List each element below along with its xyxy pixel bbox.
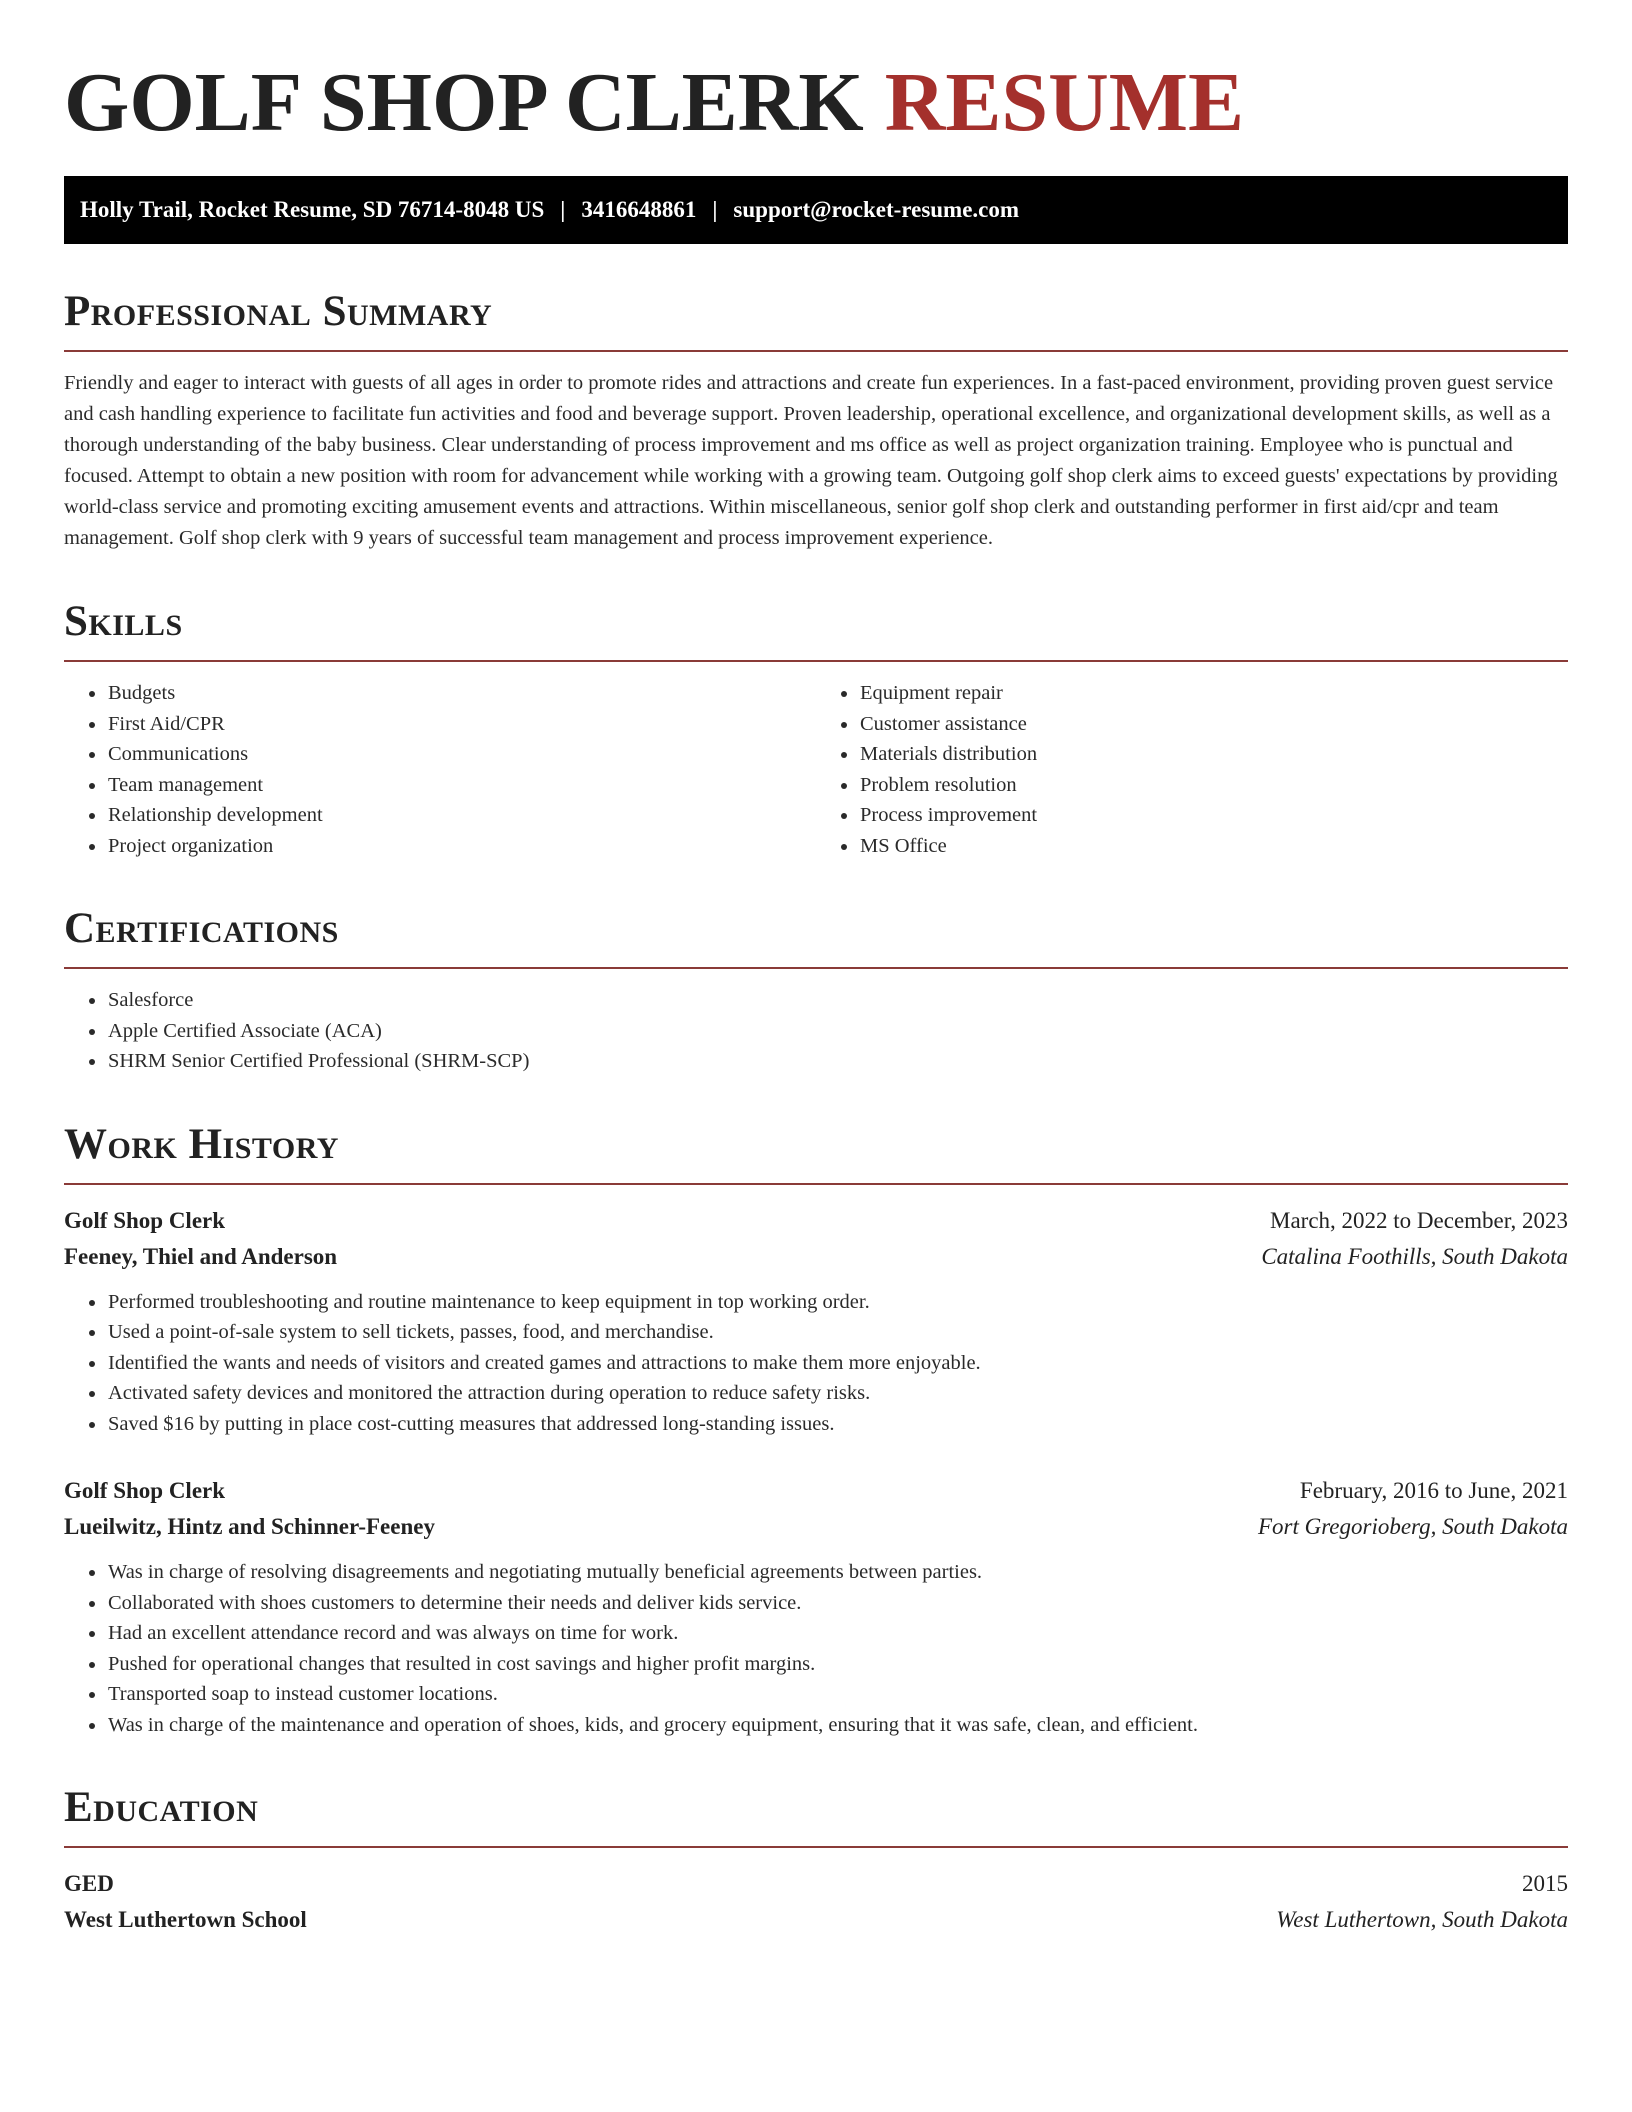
- section-divider: [64, 350, 1568, 352]
- section-divider: [64, 1183, 1568, 1185]
- skill-item: • Problem resolution: [859, 770, 1568, 801]
- resume-title: [64, 50, 1568, 156]
- job-duties-list: [64, 1557, 1568, 1740]
- certification-item: • SHRM Senior Certified Professional (SHRM-SCP): [107, 1046, 1568, 1077]
- section-divider: [64, 967, 1568, 969]
- skills-list-left: [64, 678, 816, 861]
- certifications-section: [64, 903, 1568, 1077]
- job-location: Catalina Foothills, South Dakota: [1261, 1243, 1568, 1269]
- certification-item: • Apple Certified Associate (ACA): [107, 1016, 1568, 1047]
- contact-separator: |: [712, 197, 718, 222]
- section-heading-summary: Professional Summary: [64, 288, 493, 335]
- job-company: Lueilwitz, Hintz and Schinner-Feeney: [64, 1514, 435, 1539]
- job-duty: • Pushed for operational changes that resulted in cost savings and higher profit margins.: [107, 1649, 1568, 1680]
- certifications-list: [64, 985, 1568, 1077]
- education-school-row: [64, 1902, 1568, 1938]
- contact-separator: |: [560, 197, 566, 222]
- job-duty: • Performed troubleshooting and routine maintenance to keep equipment in top working order.: [107, 1287, 1568, 1318]
- skill-item: • Materials distribution: [859, 739, 1568, 770]
- title-main: GOLF SHOP CLERK: [64, 56, 864, 149]
- certification-item: • Salesforce: [107, 985, 1568, 1016]
- education-entry: [64, 1866, 1568, 1938]
- work-history-section: [64, 1119, 1568, 1741]
- section-heading-work: Work History: [64, 1120, 339, 1168]
- job-location: Fort Gregorioberg, South Dakota: [1257, 1514, 1568, 1539]
- skill-item: • MS Office: [859, 831, 1568, 862]
- title-accent: RESUME: [884, 56, 1245, 149]
- job-duty: • Was in charge of the maintenance and operation of shoes, kids, and grocery equipment, ensuring that it was safe, clean, and efficient.: [107, 1710, 1568, 1741]
- job-title: Golf Shop Clerk: [64, 1478, 226, 1503]
- job-duty: • Collaborated with shoes customers to determine their needs and deliver kids service.: [107, 1588, 1568, 1619]
- summary-text: Friendly and eager to interact with guests of all ages in order to promote rides and attractions and create fun experiences. In a fast-paced environment, providing proven guest service and cash handling experience to facilitate fun activities and food and beverage support. Proven leadership, operational excellence, and organizational development skills, as well as a thorough understanding of the baby business. Clear understanding of process improvement and ms office as well as project organization training. Employee who is punctual and focused. Attempt to obtain a new position with room for advancement while working with a growing team. Outgoing golf shop clerk aims to exceed guests' expectations by providing world-class service and promoting exciting amusement events and attractions. Within miscellaneous, senior golf shop clerk and outstanding performer in first aid/cpr and team management. Golf shop clerk with 9 years of successful team management and process improvement experience.: [64, 372, 1558, 549]
- job-dates: March, 2022 to December, 2023: [1270, 1207, 1568, 1233]
- education-header-row: [64, 1866, 1568, 1902]
- job-company-row: [64, 1239, 1568, 1275]
- skill-item: • Team management: [107, 770, 816, 801]
- job-duty: • Saved $16 by putting in place cost-cutting measures that addressed long-standing issues.: [107, 1409, 1568, 1440]
- job-entry: [64, 1203, 1568, 1440]
- job-duty: • Had an excellent attendance record and was always on time for work.: [107, 1618, 1568, 1649]
- section-heading-certifications: Certifications: [64, 905, 339, 952]
- job-duty: • Activated safety devices and monitored the attraction during operation to reduce safety risks.: [107, 1378, 1568, 1409]
- job-title: Golf Shop Clerk: [64, 1207, 226, 1233]
- summary-section: [64, 286, 1568, 554]
- section-divider: [64, 660, 1568, 662]
- skill-item: • Project organization: [107, 831, 816, 862]
- skill-item: • Process improvement: [859, 800, 1568, 831]
- skill-item: • Equipment repair: [859, 678, 1568, 709]
- education-year: 2015: [1522, 1871, 1568, 1896]
- education-section: [64, 1782, 1568, 1938]
- section-divider: [64, 1846, 1568, 1848]
- skill-item: • Relationship development: [107, 800, 816, 831]
- skill-item: • Budgets: [107, 678, 816, 709]
- job-company: Feeney, Thiel and Anderson: [64, 1243, 338, 1269]
- skills-list-right: [816, 678, 1568, 861]
- job-company-row: [64, 1509, 1568, 1545]
- education-location: West Luthertown, South Dakota: [1276, 1907, 1568, 1932]
- contact-email: support@rocket-resume.com: [733, 197, 1020, 222]
- job-duty: • Transported soap to instead customer locations.: [107, 1679, 1568, 1710]
- job-duty: • Identified the wants and needs of visitors and created games and attractions to make them more enjoyable.: [107, 1348, 1568, 1379]
- job-dates: February, 2016 to June, 2021: [1299, 1478, 1568, 1503]
- education-degree: GED: [64, 1871, 114, 1896]
- skill-item: • Communications: [107, 739, 816, 770]
- job-header-row: [64, 1203, 1568, 1239]
- contact-address: Holly Trail, Rocket Resume, SD 76714-8048 US: [80, 197, 545, 222]
- contact-bar: [64, 176, 1568, 244]
- job-entry: [64, 1473, 1568, 1740]
- section-heading-education: Education: [64, 1784, 259, 1831]
- job-duty: • Used a point-of-sale system to sell tickets, passes, food, and merchandise.: [107, 1317, 1568, 1348]
- skills-grid: [64, 678, 1568, 861]
- education-school: West Luthertown School: [64, 1907, 307, 1932]
- job-duty: • Was in charge of resolving disagreements and negotiating mutually beneficial agreements between parties.: [107, 1557, 1568, 1588]
- job-duties-list: [64, 1287, 1568, 1440]
- section-heading-skills: Skills: [64, 598, 183, 645]
- contact-phone: 3416648861: [581, 197, 697, 222]
- job-header-row: [64, 1473, 1568, 1509]
- skill-item: • Customer assistance: [859, 709, 1568, 740]
- skill-item: • First Aid/CPR: [107, 709, 816, 740]
- skills-section: [64, 596, 1568, 861]
